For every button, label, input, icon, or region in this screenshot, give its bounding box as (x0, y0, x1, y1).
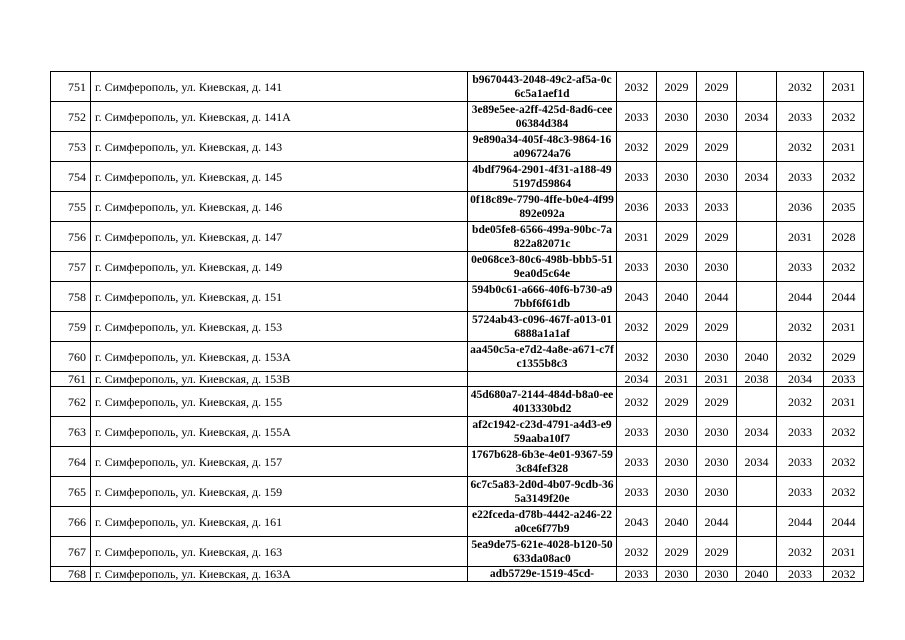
table-row (51, 417, 864, 447)
row-number: 756 (51, 222, 91, 252)
table-row (51, 567, 864, 582)
address-cell: г. Симферополь, ул. Киевская, д. 143 (91, 132, 468, 162)
year-cell-1: 2033 (617, 252, 657, 282)
table-row (51, 192, 864, 222)
year-cell-1: 2033 (617, 162, 657, 192)
year-cell-5: 2032 (777, 342, 824, 372)
guid-cell: e22fceda-d78b-4442-a246-22a0ce6f77b9 (468, 507, 617, 537)
year-cell-2: 2040 (657, 282, 697, 312)
year-cell-1: 2034 (617, 372, 657, 387)
row-number: 754 (51, 162, 91, 192)
year-cell-3: 2029 (697, 132, 737, 162)
year-cell-1: 2043 (617, 282, 657, 312)
year-cell-3: 2044 (697, 507, 737, 537)
year-cell-1: 2031 (617, 222, 657, 252)
year-cell-5: 2033 (777, 477, 824, 507)
year-cell-6: 2031 (824, 312, 864, 342)
year-cell-4 (737, 507, 777, 537)
table-row (51, 132, 864, 162)
address-cell: г. Симферополь, ул. Киевская, д. 155 (91, 387, 468, 417)
table-row (51, 477, 864, 507)
address-cell: г. Симферополь, ул. Киевская, д. 141 (91, 72, 468, 102)
year-cell-4 (737, 72, 777, 102)
year-cell-3: 2030 (697, 162, 737, 192)
year-cell-3: 2029 (697, 72, 737, 102)
address-cell: г. Симферополь, ул. Киевская, д. 155А (91, 417, 468, 447)
year-cell-1: 2032 (617, 342, 657, 372)
year-cell-5: 2032 (777, 387, 824, 417)
address-cell: г. Симферополь, ул. Киевская, д. 153А (91, 342, 468, 372)
year-cell-5: 2033 (777, 567, 824, 582)
year-cell-5: 2044 (777, 282, 824, 312)
year-cell-3: 2029 (697, 387, 737, 417)
year-cell-6: 2031 (824, 537, 864, 567)
year-cell-1: 2032 (617, 312, 657, 342)
guid-cell: 3e89e5ee-a2ff-425d-8ad6-cee06384d384 (468, 102, 617, 132)
year-cell-4: 2034 (737, 162, 777, 192)
address-cell: г. Симферополь, ул. Киевская, д. 153 (91, 312, 468, 342)
row-number: 762 (51, 387, 91, 417)
year-cell-5: 2034 (777, 372, 824, 387)
housing-table (50, 71, 864, 582)
year-cell-6: 2032 (824, 447, 864, 477)
address-cell: г. Симферополь, ул. Киевская, д. 145 (91, 162, 468, 192)
year-cell-5: 2036 (777, 192, 824, 222)
table-row (51, 222, 864, 252)
year-cell-4 (737, 132, 777, 162)
year-cell-5: 2033 (777, 162, 824, 192)
guid-cell: 9e890a34-405f-48c3-9864-16a096724a76 (468, 132, 617, 162)
year-cell-4 (737, 192, 777, 222)
table-row (51, 312, 864, 342)
year-cell-3: 2033 (697, 192, 737, 222)
guid-cell: 5724ab43-c096-467f-a013-016888a1a1af (468, 312, 617, 342)
year-cell-1: 2036 (617, 192, 657, 222)
year-cell-4 (737, 477, 777, 507)
table-row (51, 342, 864, 372)
year-cell-2: 2029 (657, 222, 697, 252)
year-cell-2: 2029 (657, 72, 697, 102)
year-cell-2: 2029 (657, 132, 697, 162)
address-cell: г. Симферополь, ул. Киевская, д. 161 (91, 507, 468, 537)
guid-cell: 1767b628-6b3e-4e01-9367-593c84fef328 (468, 447, 617, 477)
row-number: 764 (51, 447, 91, 477)
year-cell-6: 2032 (824, 252, 864, 282)
year-cell-5: 2033 (777, 102, 824, 132)
row-number: 765 (51, 477, 91, 507)
address-cell: г. Симферополь, ул. Киевская, д. 141А (91, 102, 468, 132)
year-cell-4: 2040 (737, 567, 777, 582)
year-cell-4 (737, 537, 777, 567)
row-number: 758 (51, 282, 91, 312)
year-cell-6: 2032 (824, 477, 864, 507)
year-cell-1: 2032 (617, 537, 657, 567)
year-cell-4: 2034 (737, 102, 777, 132)
address-cell: г. Симферополь, ул. Киевская, д. 159 (91, 477, 468, 507)
year-cell-3: 2030 (697, 252, 737, 282)
year-cell-1: 2033 (617, 102, 657, 132)
year-cell-2: 2029 (657, 537, 697, 567)
guid-cell: 594b0c61-a666-40f6-b730-a97bbf6f61db (468, 282, 617, 312)
year-cell-2: 2040 (657, 507, 697, 537)
year-cell-3: 2030 (697, 342, 737, 372)
row-number: 761 (51, 372, 91, 387)
row-number: 768 (51, 567, 91, 582)
row-number: 757 (51, 252, 91, 282)
year-cell-6: 2032 (824, 567, 864, 582)
year-cell-5: 2032 (777, 537, 824, 567)
year-cell-6: 2028 (824, 222, 864, 252)
table-row (51, 102, 864, 132)
year-cell-6: 2044 (824, 507, 864, 537)
year-cell-5: 2033 (777, 447, 824, 477)
year-cell-2: 2030 (657, 252, 697, 282)
row-number: 751 (51, 72, 91, 102)
row-number: 759 (51, 312, 91, 342)
year-cell-6: 2031 (824, 387, 864, 417)
year-cell-3: 2030 (697, 477, 737, 507)
year-cell-3: 2030 (697, 567, 737, 582)
row-number: 767 (51, 537, 91, 567)
year-cell-4 (737, 282, 777, 312)
year-cell-2: 2030 (657, 162, 697, 192)
year-cell-6: 2032 (824, 417, 864, 447)
guid-cell: af2c1942-c23d-4791-a4d3-e959aaba10f7 (468, 417, 617, 447)
year-cell-1: 2043 (617, 507, 657, 537)
year-cell-4 (737, 222, 777, 252)
row-number: 753 (51, 132, 91, 162)
address-cell: г. Симферополь, ул. Киевская, д. 157 (91, 447, 468, 477)
year-cell-3: 2030 (697, 102, 737, 132)
address-cell: г. Симферополь, ул. Киевская, д. 147 (91, 222, 468, 252)
year-cell-1: 2032 (617, 132, 657, 162)
year-cell-4: 2038 (737, 372, 777, 387)
guid-cell: bde05fe8-6566-499a-90bc-7a822a82071c (468, 222, 617, 252)
year-cell-2: 2029 (657, 387, 697, 417)
row-number: 760 (51, 342, 91, 372)
guid-cell: 5ea9de75-621e-4028-b120-50633da08ac0 (468, 537, 617, 567)
table-row (51, 72, 864, 102)
guid-cell: 6c7c5a83-2d0d-4b07-9cdb-365a3149f20e (468, 477, 617, 507)
year-cell-2: 2030 (657, 342, 697, 372)
year-cell-4 (737, 252, 777, 282)
row-number: 766 (51, 507, 91, 537)
year-cell-1: 2033 (617, 417, 657, 447)
year-cell-3: 2029 (697, 312, 737, 342)
year-cell-4 (737, 387, 777, 417)
year-cell-4: 2040 (737, 342, 777, 372)
row-number: 752 (51, 102, 91, 132)
year-cell-5: 2032 (777, 132, 824, 162)
year-cell-2: 2031 (657, 372, 697, 387)
year-cell-3: 2029 (697, 537, 737, 567)
year-cell-2: 2030 (657, 567, 697, 582)
table-row (51, 387, 864, 417)
year-cell-6: 2029 (824, 342, 864, 372)
address-cell: г. Симферополь, ул. Киевская, д. 153В (91, 372, 468, 387)
year-cell-1: 2032 (617, 72, 657, 102)
address-cell: г. Симферополь, ул. Киевская, д. 163А (91, 567, 468, 582)
table-row (51, 372, 864, 387)
year-cell-3: 2030 (697, 417, 737, 447)
year-cell-2: 2030 (657, 477, 697, 507)
year-cell-4 (737, 312, 777, 342)
year-cell-3: 2044 (697, 282, 737, 312)
table-row (51, 507, 864, 537)
year-cell-6: 2033 (824, 372, 864, 387)
table-row (51, 537, 864, 567)
guid-cell: aa450c5a-e7d2-4a8e-a671-c7fc1355b8c3 (468, 342, 617, 372)
table-row (51, 447, 864, 477)
year-cell-2: 2030 (657, 447, 697, 477)
year-cell-3: 2029 (697, 222, 737, 252)
year-cell-6: 2031 (824, 132, 864, 162)
row-number: 755 (51, 192, 91, 222)
address-cell: г. Симферополь, ул. Киевская, д. 149 (91, 252, 468, 282)
year-cell-5: 2031 (777, 222, 824, 252)
table-row (51, 252, 864, 282)
address-cell: г. Симферополь, ул. Киевская, д. 146 (91, 192, 468, 222)
year-cell-1: 2033 (617, 477, 657, 507)
table-row (51, 282, 864, 312)
guid-cell: 0e068ce3-80c6-498b-bbb5-519ea0d5c64e (468, 252, 617, 282)
year-cell-2: 2033 (657, 192, 697, 222)
guid-cell: 0f18c89e-7790-4ffe-b0e4-4f99892e092a (468, 192, 617, 222)
year-cell-4: 2034 (737, 447, 777, 477)
year-cell-5: 2032 (777, 312, 824, 342)
guid-cell: b9670443-2048-49c2-af5a-0c6c5a1aef1d (468, 72, 617, 102)
year-cell-5: 2032 (777, 72, 824, 102)
year-cell-2: 2029 (657, 312, 697, 342)
year-cell-4: 2034 (737, 417, 777, 447)
year-cell-1: 2033 (617, 567, 657, 582)
row-number: 763 (51, 417, 91, 447)
year-cell-2: 2030 (657, 417, 697, 447)
guid-cell: adb5729e-1519-45cd- (468, 567, 617, 582)
year-cell-3: 2030 (697, 447, 737, 477)
year-cell-5: 2044 (777, 507, 824, 537)
year-cell-6: 2035 (824, 192, 864, 222)
year-cell-5: 2033 (777, 417, 824, 447)
year-cell-2: 2030 (657, 102, 697, 132)
address-cell: г. Симферополь, ул. Киевская, д. 151 (91, 282, 468, 312)
year-cell-1: 2033 (617, 447, 657, 477)
year-cell-6: 2032 (824, 162, 864, 192)
guid-cell: 45d680a7-2144-484d-b8a0-ee4013330bd2 (468, 387, 617, 417)
year-cell-1: 2032 (617, 387, 657, 417)
year-cell-6: 2032 (824, 102, 864, 132)
table-row (51, 162, 864, 192)
year-cell-5: 2033 (777, 252, 824, 282)
guid-cell (468, 372, 617, 387)
guid-cell: 4bdf7964-2901-4f31-a188-495197d59864 (468, 162, 617, 192)
address-cell: г. Симферополь, ул. Киевская, д. 163 (91, 537, 468, 567)
year-cell-6: 2044 (824, 282, 864, 312)
year-cell-3: 2031 (697, 372, 737, 387)
year-cell-6: 2031 (824, 72, 864, 102)
